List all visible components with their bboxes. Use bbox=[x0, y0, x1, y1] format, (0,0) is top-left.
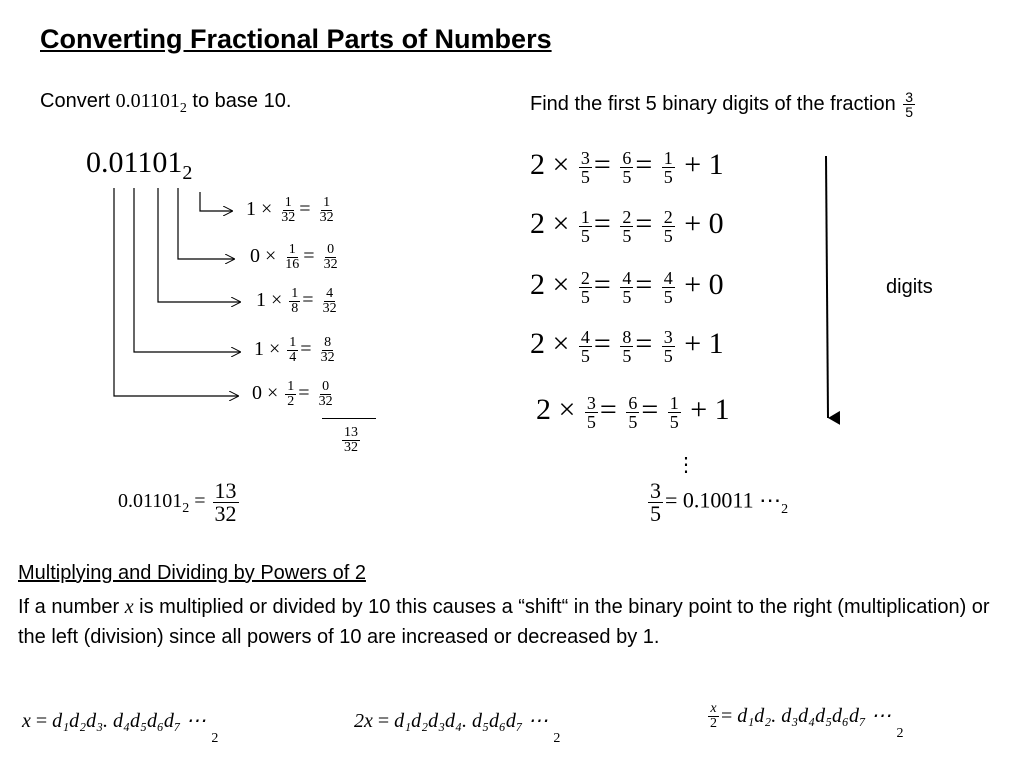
result-number: 0.01101 bbox=[118, 490, 183, 513]
body-text-pre: If a number bbox=[18, 596, 125, 618]
frac-den: 5 bbox=[622, 166, 632, 187]
frac-den: 5 bbox=[663, 345, 673, 366]
sum-divider bbox=[322, 418, 376, 419]
frac-den: 32 bbox=[320, 350, 335, 365]
term-result-fraction bbox=[319, 336, 337, 365]
frac-num: 8 bbox=[324, 335, 332, 350]
shift-equation-x-half: $\frac{x}{2}$ = d₁d₂. d₃d₄d₅d₆d₇ ⋯ $_2$ bbox=[710, 701, 904, 741]
row-lhs: 2 × bbox=[530, 327, 577, 360]
frac-num: 4 bbox=[663, 267, 673, 288]
frac-den: 5 bbox=[580, 286, 590, 307]
connector-digit-4 bbox=[178, 188, 234, 259]
body-variable: x bbox=[124, 596, 134, 618]
row-lhs: 2 × bbox=[530, 207, 577, 240]
convert-base: 2 bbox=[179, 101, 187, 116]
frac-den: 32 bbox=[344, 440, 358, 455]
digits-arrow bbox=[826, 156, 828, 418]
frac-num: 0 bbox=[327, 242, 335, 257]
eq-rhs: d₁d₂d₃. d₄d₅d₆d₇ ⋯ bbox=[52, 710, 206, 732]
term-place-fraction bbox=[285, 380, 296, 409]
row-frac bbox=[620, 208, 633, 245]
vertical-ellipsis: ⋮ bbox=[676, 454, 696, 476]
conversion-result: $0.01101_2$ = $\frac{13}{32}$ bbox=[118, 478, 237, 526]
frac-num: 2 bbox=[580, 267, 590, 288]
result-fraction bbox=[648, 480, 663, 525]
term-row: 1 × $\frac{1}{4}$ = $\frac{8}{32}$ bbox=[254, 335, 335, 365]
frac-num: 3 bbox=[663, 326, 673, 347]
row-frac bbox=[579, 269, 592, 306]
doubling-row: 2 × $\frac{1}{5}$ = $\frac{2}{5}$ = $\frac{2}{5}$ + 0 bbox=[530, 206, 724, 246]
frac-den: 32 bbox=[318, 394, 333, 409]
term-result-fraction bbox=[317, 380, 335, 409]
term-place-fraction bbox=[289, 287, 300, 316]
row-frac bbox=[668, 394, 681, 431]
row-lhs: 2 × bbox=[530, 268, 577, 301]
connector-digit-5 bbox=[200, 192, 232, 211]
eq-base: 2 bbox=[211, 731, 219, 746]
section-body bbox=[18, 592, 1018, 652]
row-frac bbox=[579, 208, 592, 245]
row-frac bbox=[620, 328, 633, 365]
binary-base: 2 bbox=[781, 501, 789, 517]
term-digit: 0 bbox=[252, 382, 262, 405]
frac-den: 5 bbox=[580, 166, 590, 187]
term-digit: 1 bbox=[246, 198, 256, 221]
term-digit: 0 bbox=[250, 245, 260, 268]
term-result-fraction bbox=[321, 287, 339, 316]
row-lhs: 2 × bbox=[536, 393, 583, 426]
frac-den: 5 bbox=[622, 286, 632, 307]
term-row: 1 × $\frac{1}{8}$ = $\frac{4}{32}$ bbox=[256, 286, 337, 316]
frac-den: 32 bbox=[319, 210, 334, 225]
frac-num: 8 bbox=[622, 326, 632, 347]
row-frac bbox=[620, 149, 633, 186]
binary-number-base: 2 bbox=[182, 162, 193, 184]
row-frac bbox=[662, 149, 675, 186]
frac-den: 5 bbox=[622, 225, 632, 246]
row-frac bbox=[662, 269, 675, 306]
term-result-fraction bbox=[322, 243, 340, 272]
eq-rhs: d₁d₂. d₃d₄d₅d₆d₇ ⋯ bbox=[737, 704, 891, 727]
sum-total-fraction bbox=[342, 426, 360, 455]
frac-den: 32 bbox=[322, 301, 337, 316]
row-lhs: 2 × bbox=[530, 148, 577, 181]
frac-num: 2 bbox=[663, 206, 673, 227]
frac-den: 5 bbox=[663, 166, 673, 187]
term-row: 0 × $\frac{1}{16}$ = $\frac{0}{32}$ bbox=[250, 242, 338, 272]
frac-num: 2 bbox=[622, 206, 632, 227]
term-row: 0 × $\frac{1}{2}$ = $\frac{0}{32}$ bbox=[252, 379, 333, 409]
frac-num: 1 bbox=[289, 335, 297, 350]
frac-den: 8 bbox=[291, 301, 299, 316]
term-place-fraction bbox=[287, 336, 298, 365]
eq-rhs: d₁d₂d₃d₄. d₅d₆d₇ ⋯ bbox=[394, 710, 548, 732]
frac-den: 2 bbox=[287, 394, 295, 409]
convert-number: 0.01101 bbox=[115, 90, 180, 112]
frac-num: 13 bbox=[214, 478, 237, 503]
frac-num: x bbox=[710, 701, 717, 716]
result-fraction bbox=[213, 480, 239, 525]
connector-digit-3 bbox=[158, 188, 240, 302]
doubling-row: 2 × $\frac{2}{5}$ = $\frac{4}{5}$ = $\frac{4}{5}$ + 0 bbox=[530, 267, 724, 307]
frac-den: 5 bbox=[586, 411, 596, 432]
frac-num: 1 bbox=[663, 147, 673, 168]
shift-equation-2x: 2x = d₁d₂d₃d₄. d₅d₆d₇ ⋯ $_2$ bbox=[354, 710, 561, 746]
frac-num: 1 bbox=[323, 195, 331, 210]
frac-num: 3 bbox=[586, 392, 596, 413]
row-frac bbox=[579, 328, 592, 365]
frac-den: 5 bbox=[669, 411, 679, 432]
section-heading: Multiplying and Dividing by Powers of 2 bbox=[18, 562, 366, 584]
sum-total bbox=[340, 426, 362, 455]
term-result-fraction bbox=[318, 196, 336, 225]
term-place-fraction bbox=[283, 243, 301, 272]
row-digit: + 1 bbox=[676, 148, 724, 181]
binary-number-value: 0.01101 bbox=[86, 146, 183, 179]
find-frac-num: 3 bbox=[905, 89, 914, 105]
frac-num: 6 bbox=[628, 392, 638, 413]
frac-num: 1 bbox=[288, 242, 296, 257]
frac-den: 4 bbox=[289, 350, 297, 365]
binary-expansion: 0.10011 ⋯ bbox=[682, 487, 782, 513]
convert-prefix: Convert bbox=[40, 90, 116, 112]
frac-den: 2 bbox=[710, 716, 717, 731]
frac-num: 4 bbox=[326, 286, 334, 301]
row-frac bbox=[626, 394, 639, 431]
result-base: 2 bbox=[182, 501, 190, 517]
eq-base: 2 bbox=[553, 731, 561, 746]
page-title: Converting Fractional Parts of Numbers bbox=[40, 24, 552, 54]
row-digit: + 0 bbox=[676, 268, 724, 301]
row-frac bbox=[585, 394, 598, 431]
frac-den: 5 bbox=[663, 286, 673, 307]
fraction-binary-result: $\frac{3}{5}$ = 0.10011 $\cdots_2$ bbox=[650, 478, 789, 526]
frac-num: 1 bbox=[669, 392, 679, 413]
row-frac bbox=[662, 328, 675, 365]
frac-num: 4 bbox=[622, 267, 632, 288]
doubling-row: 2 × $\frac{3}{5}$ = $\frac{6}{5}$ = $\frac{1}{5}$ + 1 bbox=[530, 147, 724, 187]
doubling-row: 2 × $\frac{3}{5}$ = $\frac{6}{5}$ = $\frac{1}{5}$ + 1 bbox=[536, 392, 730, 432]
row-frac bbox=[662, 208, 675, 245]
binary-number bbox=[86, 146, 192, 185]
frac-num: 13 bbox=[344, 425, 358, 440]
frac-num: 1 bbox=[284, 195, 292, 210]
eq-base: 2 bbox=[896, 725, 904, 741]
eq-lhs-fraction bbox=[708, 702, 719, 731]
find-text: Find the first 5 binary digits of the fraction bbox=[530, 92, 902, 115]
digits-label: digits bbox=[886, 276, 933, 298]
frac-num: 4 bbox=[580, 326, 590, 347]
frac-den: 16 bbox=[285, 257, 300, 272]
frac-num: 1 bbox=[291, 286, 299, 301]
frac-num: 1 bbox=[580, 206, 590, 227]
term-digit: 1 bbox=[254, 338, 264, 361]
term-row: 1 × $\frac{1}{32}$ = $\frac{1}{32}$ bbox=[246, 195, 334, 225]
row-frac bbox=[620, 269, 633, 306]
frac-num: 0 bbox=[322, 379, 330, 394]
frac-den: 5 bbox=[650, 501, 661, 526]
convert-suffix: to base 10. bbox=[186, 90, 292, 112]
frac-num: 3 bbox=[650, 478, 661, 503]
row-digit: + 1 bbox=[682, 393, 730, 426]
frac-den: 5 bbox=[580, 345, 590, 366]
body-text-post: is multiplied or divided by 10 this causes a “shift“ in the binary point to the right (multiplication) or the left (division) since all powers of 10 are increased or decreased by 1. bbox=[18, 596, 990, 648]
doubling-row: 2 × $\frac{4}{5}$ = $\frac{8}{5}$ = $\frac{3}{5}$ + 1 bbox=[530, 326, 724, 366]
eq-lhs: x bbox=[22, 710, 31, 732]
connector-digit-2 bbox=[134, 188, 240, 352]
frac-den: 5 bbox=[622, 345, 632, 366]
term-place-fraction bbox=[279, 196, 297, 225]
frac-den: 5 bbox=[580, 225, 590, 246]
term-digit: 1 bbox=[256, 289, 266, 312]
eq-lhs: 2x bbox=[354, 710, 373, 732]
row-frac bbox=[579, 149, 592, 186]
shift-equation-x: x = d₁d₂d₃. d₄d₅d₆d₇ ⋯ $_2$ bbox=[22, 710, 219, 746]
frac-den: 32 bbox=[281, 210, 296, 225]
frac-den: 32 bbox=[214, 501, 237, 526]
connector-digit-1 bbox=[114, 188, 238, 396]
frac-den: 5 bbox=[663, 225, 673, 246]
frac-num: 3 bbox=[580, 147, 590, 168]
frac-num: 6 bbox=[622, 147, 632, 168]
frac-num: 1 bbox=[287, 379, 295, 394]
frac-den: 32 bbox=[323, 257, 338, 272]
row-digit: + 0 bbox=[676, 207, 724, 240]
row-digit: + 1 bbox=[676, 327, 724, 360]
frac-den: 5 bbox=[628, 411, 638, 432]
find-frac-den: 5 bbox=[905, 104, 914, 120]
